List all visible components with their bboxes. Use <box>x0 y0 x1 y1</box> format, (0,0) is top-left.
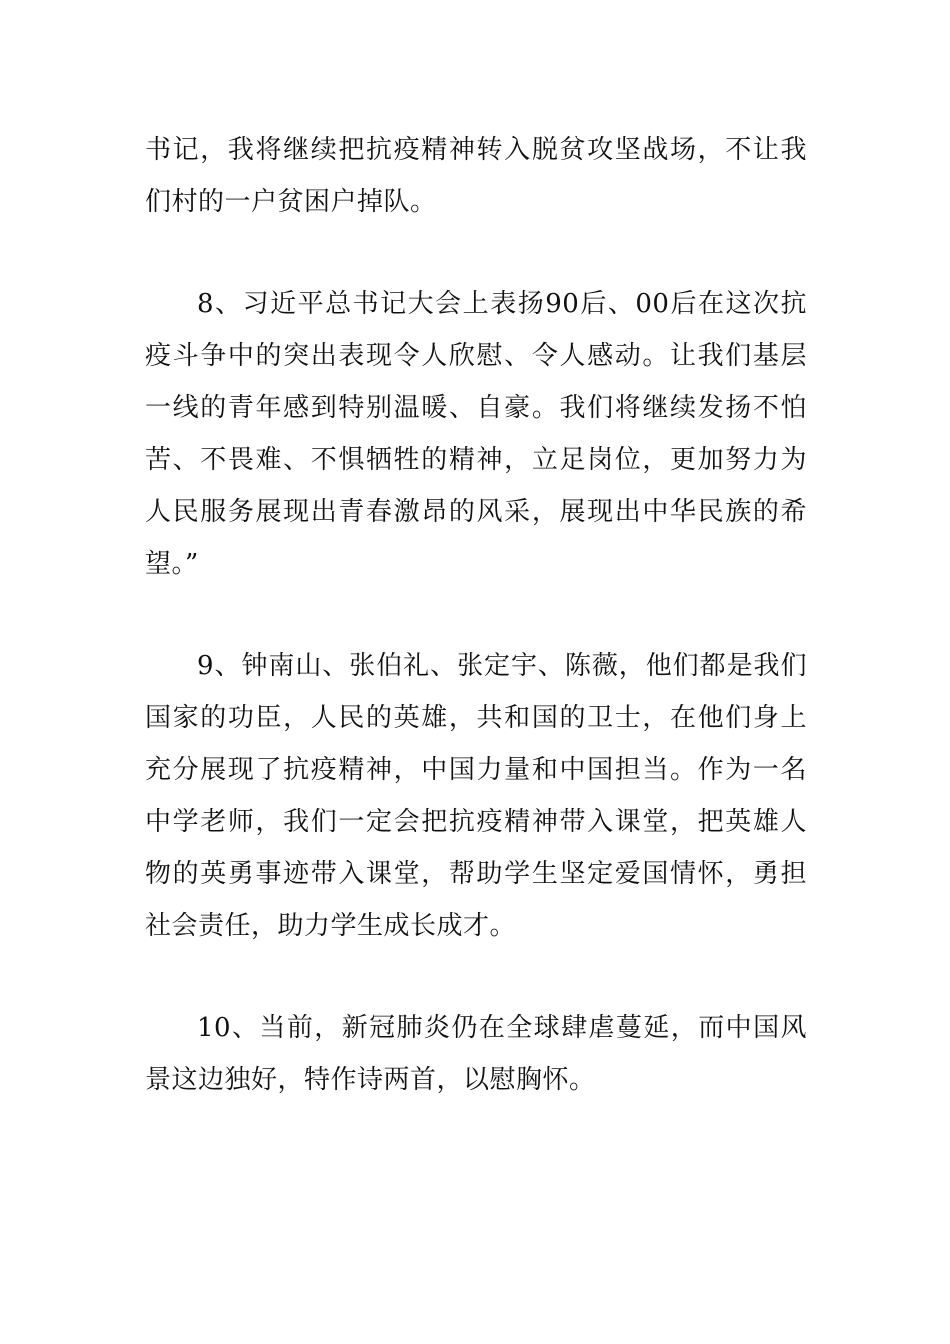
paragraph-item-8: 8、习近平总书记大会上表扬90后、00后在这次抗疫斗争中的突出表现令人欣慰、令人感动。让我们基层一线的青年感到特别温暖、自豪。我们将继续发扬不怕苦、不畏难、不惧牺牲的精神，立足岗位，更加努力为人民服务展现出青春激昂的风采，展现出中华民族的希望。” <box>145 289 807 579</box>
paragraph-item-10: 10、当前，新冠肺炎仍在全球肆虐蔓延，而中国风景这边独好，特作诗两首，以慰胸怀。 <box>145 1013 807 1095</box>
paragraph-continuation: 书记，我将继续把抗疫精神转入脱贫攻坚战场，不让我们村的一户贫困户掉队。 <box>145 135 807 217</box>
document-body <box>145 124 807 1156</box>
paragraph-item-9: 9、钟南山、张伯礼、张定宇、陈薇，他们都是我们国家的功臣，人民的英雄，共和国的卫士，在他们身上充分展现了抗疫精神，中国力量和中国担当。作为一名中学老师，我们一定会把抗疫精神带入课堂，把英雄人物的英勇事迹带入课堂，帮助学生坚定爱国情怀，勇担社会责任，助力学生成长成才。 <box>145 651 807 941</box>
